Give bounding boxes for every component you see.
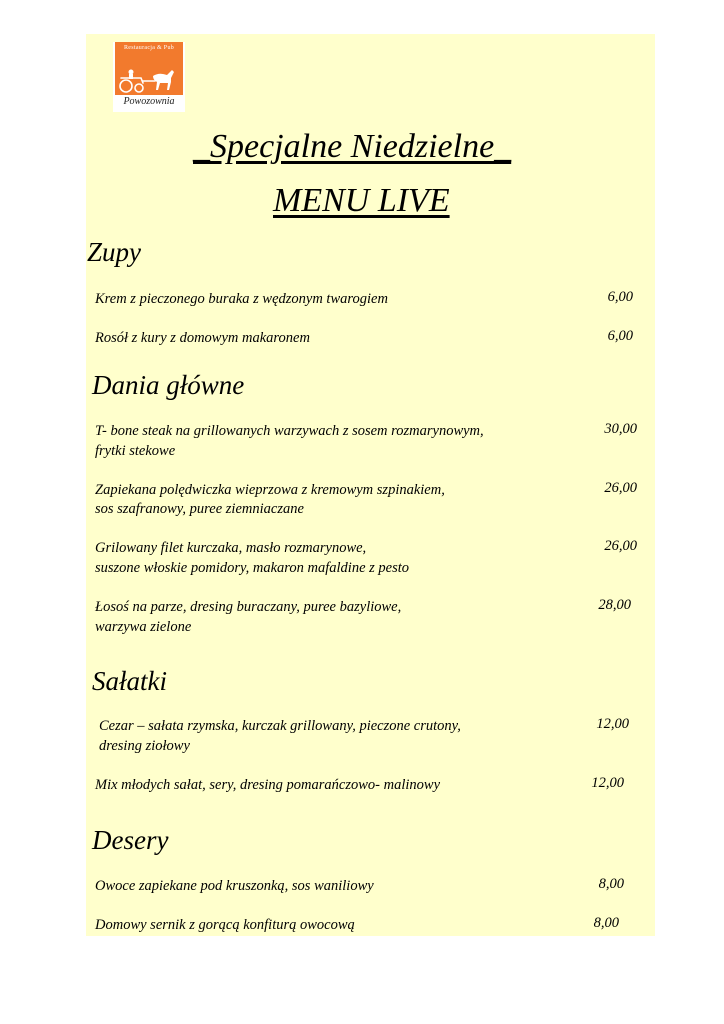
restaurant-logo xyxy=(113,42,185,112)
menu-item-price: 12,00 xyxy=(596,716,629,732)
menu-item-price: 6,00 xyxy=(607,289,633,305)
menu-item-price: 26,00 xyxy=(604,538,637,554)
menu-item-name-line1: Cezar – sałata rzymska, kurczak grillowany, pieczone crutony, xyxy=(99,718,461,734)
menu-item-name: Owoce zapiekane pod kruszonką, sos waniliowy xyxy=(95,878,374,894)
menu-item-name-line1: Łosoś na parze, dresing buraczany, puree bazyliowe, xyxy=(95,599,402,615)
menu-item-price: 8,00 xyxy=(593,915,619,931)
section-heading-zupy: Zupy xyxy=(87,237,141,267)
menu-item-name-line2: frytki stekowe xyxy=(95,443,176,459)
menu-item-price: 26,00 xyxy=(604,480,637,496)
menu-item-price: 8,00 xyxy=(598,876,624,892)
menu-item-name-line2: sos szafranowy, puree ziemniaczane xyxy=(95,501,304,517)
menu-item-name: Rosół z kury z domowym makaronem xyxy=(95,330,310,346)
horse-carriage-icon xyxy=(117,66,181,94)
menu-subtitle: MENU LIVE xyxy=(273,182,450,219)
menu-item-name: Mix młodych sałat, sery, dresing pomarańczowo- malinowy xyxy=(95,777,441,793)
menu-item-name-line1: Zapiekana polędwiczka wieprzowa z kremowym szpinakiem, xyxy=(95,482,445,498)
menu-item-price: 30,00 xyxy=(604,421,637,437)
section-heading-salatki: Sałatki xyxy=(92,666,167,696)
menu-title: _Specjalne Niedzielne_ xyxy=(193,128,512,165)
menu-item-name-line1: Grilowany filet kurczaka, masło rozmarynowe, xyxy=(95,540,367,556)
menu-item-name-line2: suszone włoskie pomidory, makaron mafaldine z pesto xyxy=(95,560,410,576)
menu-item-price: 12,00 xyxy=(591,775,624,791)
menu-item-price: 28,00 xyxy=(598,597,631,613)
menu-item-price: 6,00 xyxy=(607,328,633,344)
menu-item-name: Domowy sernik z gorącą konfiturą owocową xyxy=(95,917,355,933)
menu-item-name-line2: dresing ziołowy xyxy=(99,738,190,754)
logo-tagline: Restauracja & Pub xyxy=(123,45,175,51)
menu-item-name: Krem z pieczonego buraka z wędzonym twarogiem xyxy=(95,291,388,307)
section-heading-desery: Desery xyxy=(92,825,169,855)
section-heading-dania: Dania główne xyxy=(92,370,245,400)
logo-name: Powozownia xyxy=(123,96,175,107)
menu-item-name-line2: warzywa zielone xyxy=(95,619,192,635)
menu-item-name-line1: T- bone steak na grillowanych warzywach z sosem rozmarynowym, xyxy=(95,423,484,439)
